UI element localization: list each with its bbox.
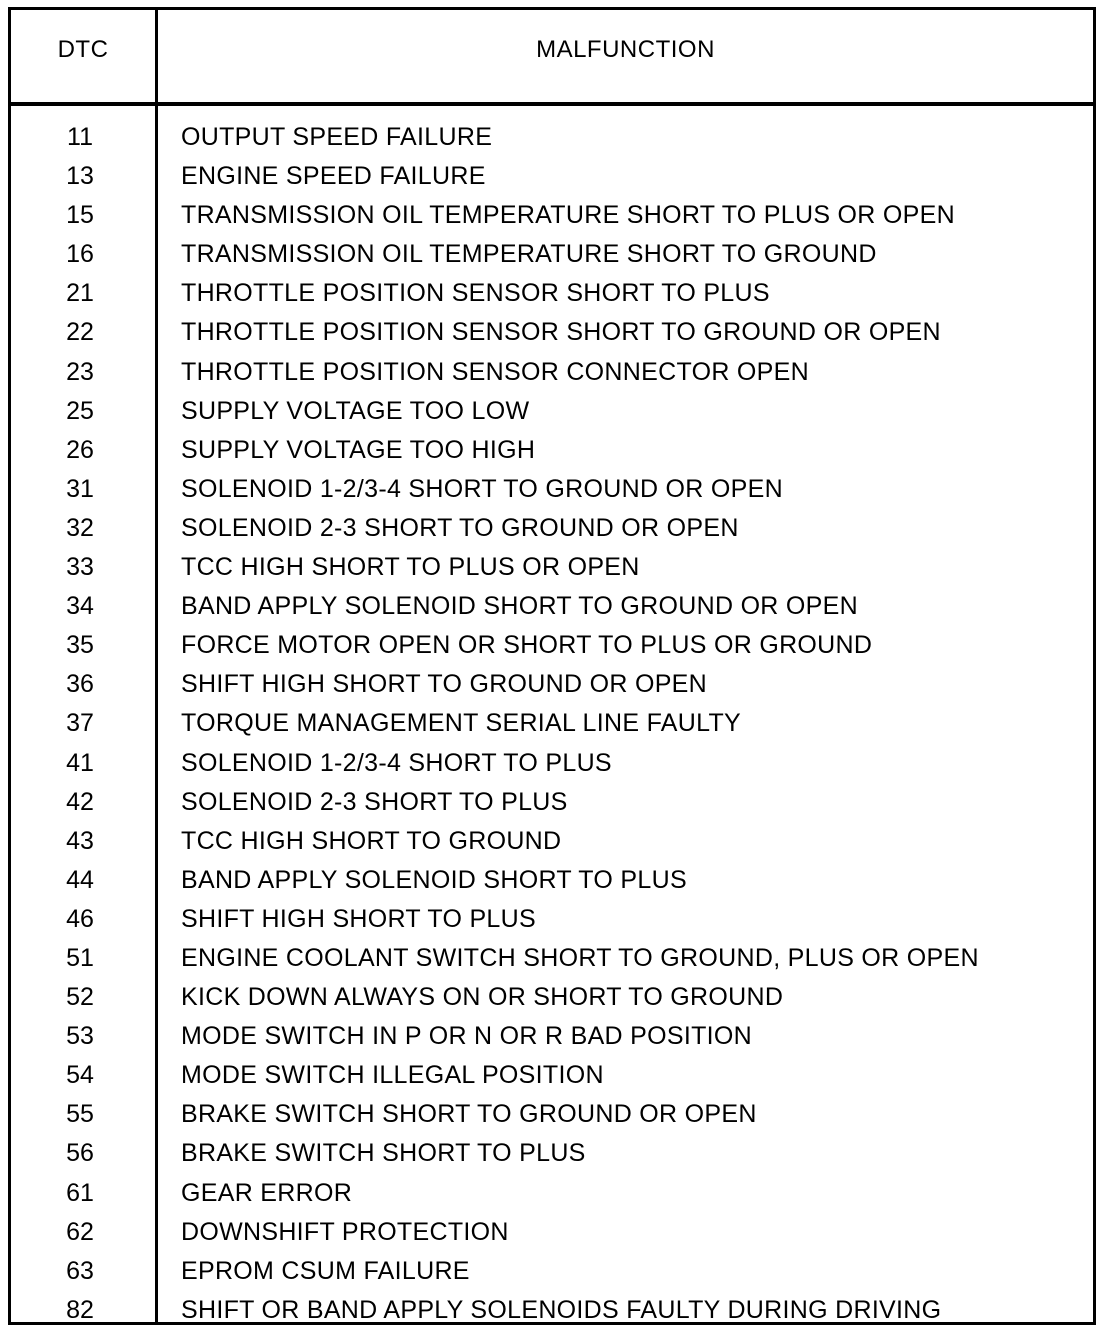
malfunction-description: SHIFT HIGH SHORT TO PLUS [181, 904, 536, 933]
dtc-code: 41 [66, 748, 94, 777]
table-row [11, 314, 1093, 353]
table-row [11, 1292, 1093, 1331]
header-malfunction: MALFUNCTION [536, 36, 715, 63]
malfunction-description: SHIFT OR BAND APPLY SOLENOIDS FAULTY DURING DRIVING [181, 1295, 942, 1324]
table-row [11, 471, 1093, 510]
malfunction-description: MODE SWITCH ILLEGAL POSITION [181, 1061, 604, 1090]
dtc-code: 51 [66, 943, 94, 972]
table-row [11, 940, 1093, 979]
table-row [11, 393, 1093, 432]
table-row [11, 979, 1093, 1018]
malfunction-description: EPROM CSUM FAILURE [181, 1256, 470, 1285]
table-row [11, 862, 1093, 901]
dtc-code: 37 [66, 709, 94, 738]
dtc-code: 42 [66, 787, 94, 816]
table-row [11, 1253, 1093, 1292]
table-row [11, 158, 1093, 197]
malfunction-description: SOLENOID 2-3 SHORT TO PLUS [181, 787, 568, 816]
table-row [11, 705, 1093, 744]
table-row [11, 119, 1093, 158]
malfunction-description: MODE SWITCH IN P OR N OR R BAD POSITION [181, 1022, 753, 1051]
table-row [11, 236, 1093, 275]
malfunction-description: THROTTLE POSITION SENSOR SHORT TO PLUS [181, 279, 770, 308]
table-row [11, 1096, 1093, 1135]
dtc-code: 82 [66, 1295, 94, 1324]
table-row [11, 1175, 1093, 1214]
dtc-code: 36 [66, 670, 94, 699]
table-row [11, 549, 1093, 588]
table-row [11, 354, 1093, 393]
dtc-code: 44 [66, 865, 94, 894]
dtc-code: 35 [66, 631, 94, 660]
malfunction-description: SUPPLY VOLTAGE TOO LOW [181, 396, 530, 425]
malfunction-description: DOWNSHIFT PROTECTION [181, 1217, 509, 1246]
dtc-code: 33 [66, 553, 94, 582]
dtc-code: 23 [66, 357, 94, 386]
dtc-code: 21 [66, 279, 94, 308]
table-row [11, 588, 1093, 627]
malfunction-description: SHIFT HIGH SHORT TO GROUND OR OPEN [181, 670, 708, 699]
table-row [11, 784, 1093, 823]
dtc-code: 16 [66, 240, 94, 269]
malfunction-description: ENGINE SPEED FAILURE [181, 162, 486, 191]
dtc-code: 26 [66, 435, 94, 464]
dtc-code: 31 [66, 474, 94, 503]
dtc-code: 43 [66, 826, 94, 855]
dtc-code: 15 [66, 201, 94, 230]
malfunction-description: THROTTLE POSITION SENSOR SHORT TO GROUND OR OPEN [181, 318, 941, 347]
table-body [11, 119, 1093, 1331]
header-divider [11, 102, 1093, 106]
table-row [11, 275, 1093, 314]
table-row [11, 1057, 1093, 1096]
dtc-code: 55 [66, 1100, 94, 1129]
dtc-table [8, 7, 1096, 1325]
dtc-code: 53 [66, 1022, 94, 1051]
dtc-code: 56 [66, 1139, 94, 1168]
table-row [11, 823, 1093, 862]
malfunction-description: SUPPLY VOLTAGE TOO HIGH [181, 435, 536, 464]
dtc-code: 52 [66, 983, 94, 1012]
dtc-code: 11 [67, 123, 93, 151]
malfunction-description: SOLENOID 1-2/3-4 SHORT TO PLUS [181, 748, 612, 777]
dtc-code: 46 [66, 904, 94, 933]
malfunction-description: FORCE MOTOR OPEN OR SHORT TO PLUS OR GROUND [181, 631, 873, 660]
malfunction-description: TCC HIGH SHORT TO PLUS OR OPEN [181, 553, 640, 582]
malfunction-description: OUTPUT SPEED FAILURE [181, 123, 493, 151]
malfunction-description: KICK DOWN ALWAYS ON OR SHORT TO GROUND [181, 983, 784, 1012]
malfunction-description: BAND APPLY SOLENOID SHORT TO PLUS [181, 865, 687, 894]
header-dtc: DTC [57, 36, 109, 63]
malfunction-description: TCC HIGH SHORT TO GROUND [181, 826, 562, 855]
dtc-code: 22 [66, 318, 94, 347]
table-row [11, 1214, 1093, 1253]
table-row [11, 197, 1093, 236]
table-row [11, 901, 1093, 940]
malfunction-description: SOLENOID 2-3 SHORT TO GROUND OR OPEN [181, 513, 739, 542]
table-row [11, 627, 1093, 666]
malfunction-description: ENGINE COOLANT SWITCH SHORT TO GROUND, PLUS OR OPEN [181, 943, 979, 972]
malfunction-description: BRAKE SWITCH SHORT TO PLUS [181, 1139, 586, 1168]
dtc-code: 62 [66, 1217, 94, 1246]
malfunction-description: SOLENOID 1-2/3-4 SHORT TO GROUND OR OPEN [181, 474, 783, 503]
table-row [11, 1018, 1093, 1057]
malfunction-description: TRANSMISSION OIL TEMPERATURE SHORT TO PLUS OR OPEN [181, 201, 955, 230]
malfunction-description: TRANSMISSION OIL TEMPERATURE SHORT TO GROUND [181, 240, 877, 269]
table-row [11, 1135, 1093, 1174]
table-row [11, 666, 1093, 705]
dtc-code: 63 [66, 1256, 94, 1285]
dtc-code: 61 [66, 1178, 94, 1207]
dtc-code: 25 [66, 396, 94, 425]
table-row [11, 745, 1093, 784]
dtc-code: 32 [66, 513, 94, 542]
malfunction-description: TORQUE MANAGEMENT SERIAL LINE FAULTY [181, 709, 741, 738]
malfunction-description: GEAR ERROR [181, 1178, 353, 1207]
dtc-code: 13 [66, 162, 94, 191]
malfunction-description: BRAKE SWITCH SHORT TO GROUND OR OPEN [181, 1100, 757, 1129]
dtc-code: 34 [66, 592, 94, 621]
dtc-code: 54 [66, 1061, 94, 1090]
table-row [11, 432, 1093, 471]
table-row [11, 510, 1093, 549]
malfunction-description: BAND APPLY SOLENOID SHORT TO GROUND OR OPEN [181, 592, 858, 621]
malfunction-description: THROTTLE POSITION SENSOR CONNECTOR OPEN [181, 357, 809, 386]
